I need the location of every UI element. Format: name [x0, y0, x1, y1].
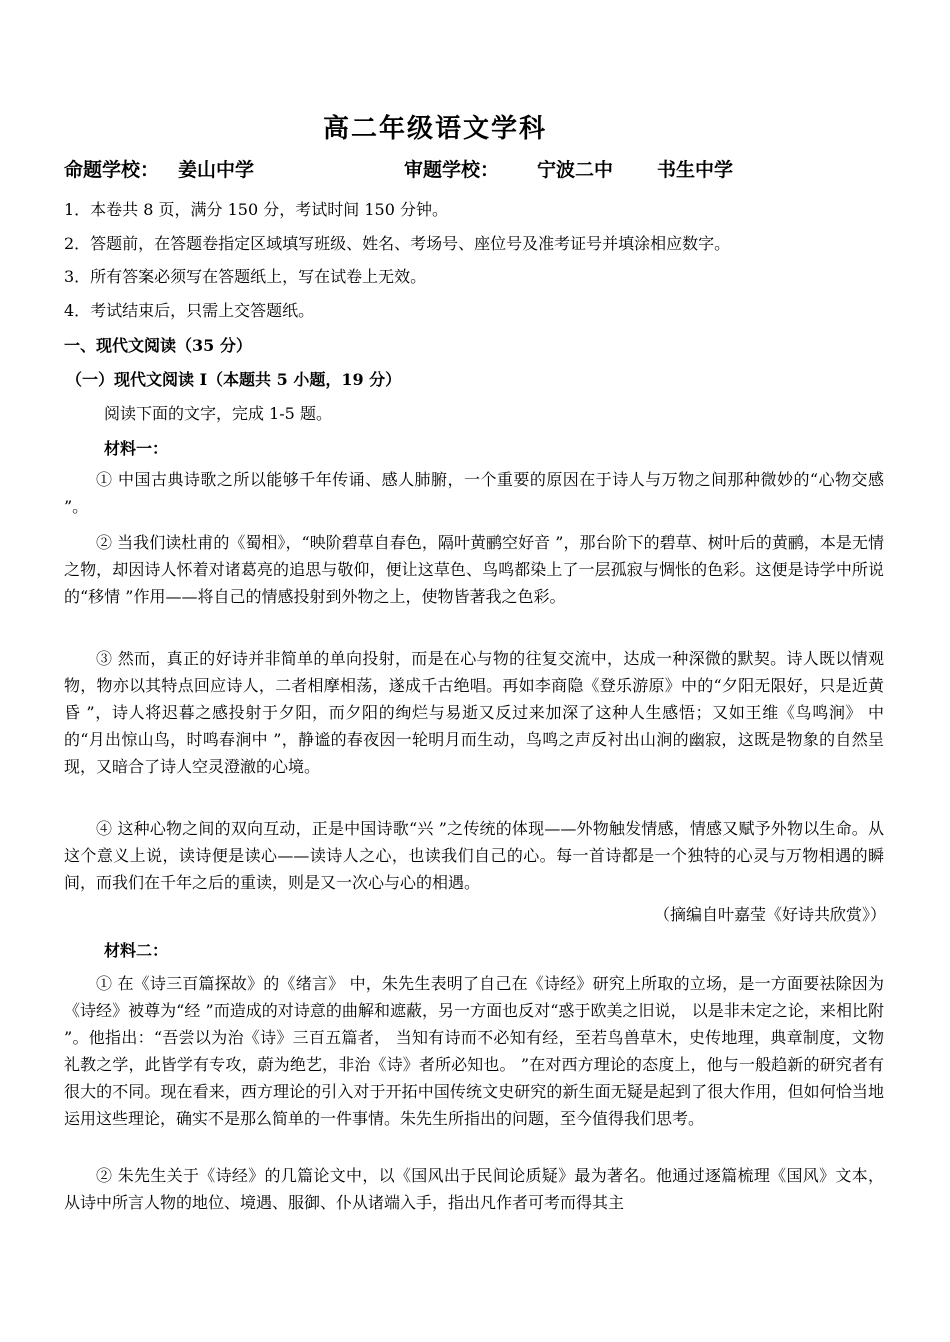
section-heading: 一、现代文阅读（35 分） — [64, 336, 252, 355]
reviewer-school-2: 书生中学 — [657, 159, 734, 181]
reading-prompt: 阅读下面的文字，完成 1-5 题。 — [104, 404, 332, 423]
instruction-2: 2．答题前，在答题卷指定区域填写班级、姓名、考场号、座位号及准考证号并填涂相应数字。 — [64, 234, 731, 253]
instruction-3: 3．所有答案必须写在答题纸上，写在试卷上无效。 — [64, 267, 427, 286]
setter-school: 姜山中学 — [178, 159, 255, 181]
reviewer-label: 审题学校： — [404, 159, 500, 181]
subsection-heading: （一）现代文阅读 Ⅰ（本题共 5 小题，19 分） — [66, 370, 402, 389]
material-one-paragraph-3: ③ 然而，真正的好诗并非简单的单向投射，而是在心与物的往复交流中，达成一种深微的默契。诗人既以情观物，物亦以其特点回应诗人，二者相摩相荡，遂成千古绝唱。再如李商隐《登乐游原》中的“夕阳无限好，只是近黄昏 ”，诗人将迟暮之感投射于夕阳，而夕阳的绚烂与易逝又反过来加深了这种人生感悟；又如王维《鸟鸣涧》 中的“月出惊山鸟，时鸣春涧中 ”，静谧的春夜因一轮明月而生动，鸟鸣之声反衬出山涧的幽寂，这既是物象的自然呈现，又暗合了诗人空灵澄澈的心境。 — [64, 649, 884, 776]
material-one-paragraph-2: ② 当我们读杜甫的《蜀相》，“映阶碧草自春色，隔叶黄鹂空好音 ”，那台阶下的碧草、树叶后的黄鹂，本是无情之物，却因诗人怀着对诸葛亮的追思与敬仰，便让这草色、鸟鸣都染上了一层孤寂与惆怅的色彩。这便是诗学中所说的“移情 ”作用——将自己的情感投射到外物之上，使物皆著我之色彩。 — [64, 533, 884, 606]
material-one-source: （摘编自叶嘉莹《好诗共欣赏》） — [653, 905, 886, 924]
setter-label: 命题学校： — [64, 159, 160, 181]
material-one-label: 材料一： — [104, 439, 169, 458]
material-two-label: 材料二： — [104, 941, 169, 960]
material-two-paragraph-1: ① 在《诗三百篇探故》的《绪言》 中，朱先生表明了自己在《诗经》研究上所取的立场，是一方面要祛除因为《诗经》被尊为“经 ”而造成的对诗意的曲解和遮蔽，另一方面也反对“惑于欧美之旧说， 以是非未定之论，来相比附 ”。他指出：“吾尝以为治《诗》三百五篇者， 当知有诗而不必知有经，至若鸟兽草木，史传地理，典章制度，文物礼教之学，此皆学有专攻，蔚为绝艺，非治《诗》者所必知也。 ”在对西方理论的态度上，他与一般趋新的研究者有很大的不同。现在看来，西方理论的引入对于开拓中国传统文史研究的新生面无疑是起到了很大作用，但如何恰当地运用这些理论，确实不是那么简单的一件事情。朱先生所指出的问题，至今值得我们思考。 — [64, 974, 884, 1128]
instruction-4: 4．考试结束后，只需上交答题纸。 — [64, 301, 315, 320]
material-two-paragraph-2: ② 朱先生关于《诗经》的几篇论文中，以《国风出于民间论质疑》最为著名。他通过逐篇梳理《国风》文本，从诗中所言人物的地位、境遇、服御、仆从诸端入手，指出凡作者可考而得其主 — [64, 1166, 884, 1212]
material-one-paragraph-4: ④ 这种心物之间的双向互动，正是中国诗歌“兴 ”之传统的体现——外物触发情感，情感又赋予外物以生命。从这个意义上说，读诗便是读心——读诗人之心，也读我们自己的心。每一首诗都是一个独特的心灵与万物相遇的瞬间，而我们在千年之后的重读，则是又一次心与心的相遇。 — [64, 819, 884, 892]
material-one-paragraph-1: ① 中国古典诗歌之所以能够千年传诵、感人肺腑，一个重要的原因在于诗人与万物之间那种微妙的“心物交感 ”。 — [64, 470, 884, 516]
reviewer-school-1: 宁波二中 — [537, 159, 614, 181]
instruction-1: 1．本卷共 8 页，满分 150 分，考试时间 150 分钟。 — [64, 200, 448, 219]
exam-title: 高二年级语文学科 — [322, 114, 547, 144]
exam-header — [64, 155, 733, 182]
